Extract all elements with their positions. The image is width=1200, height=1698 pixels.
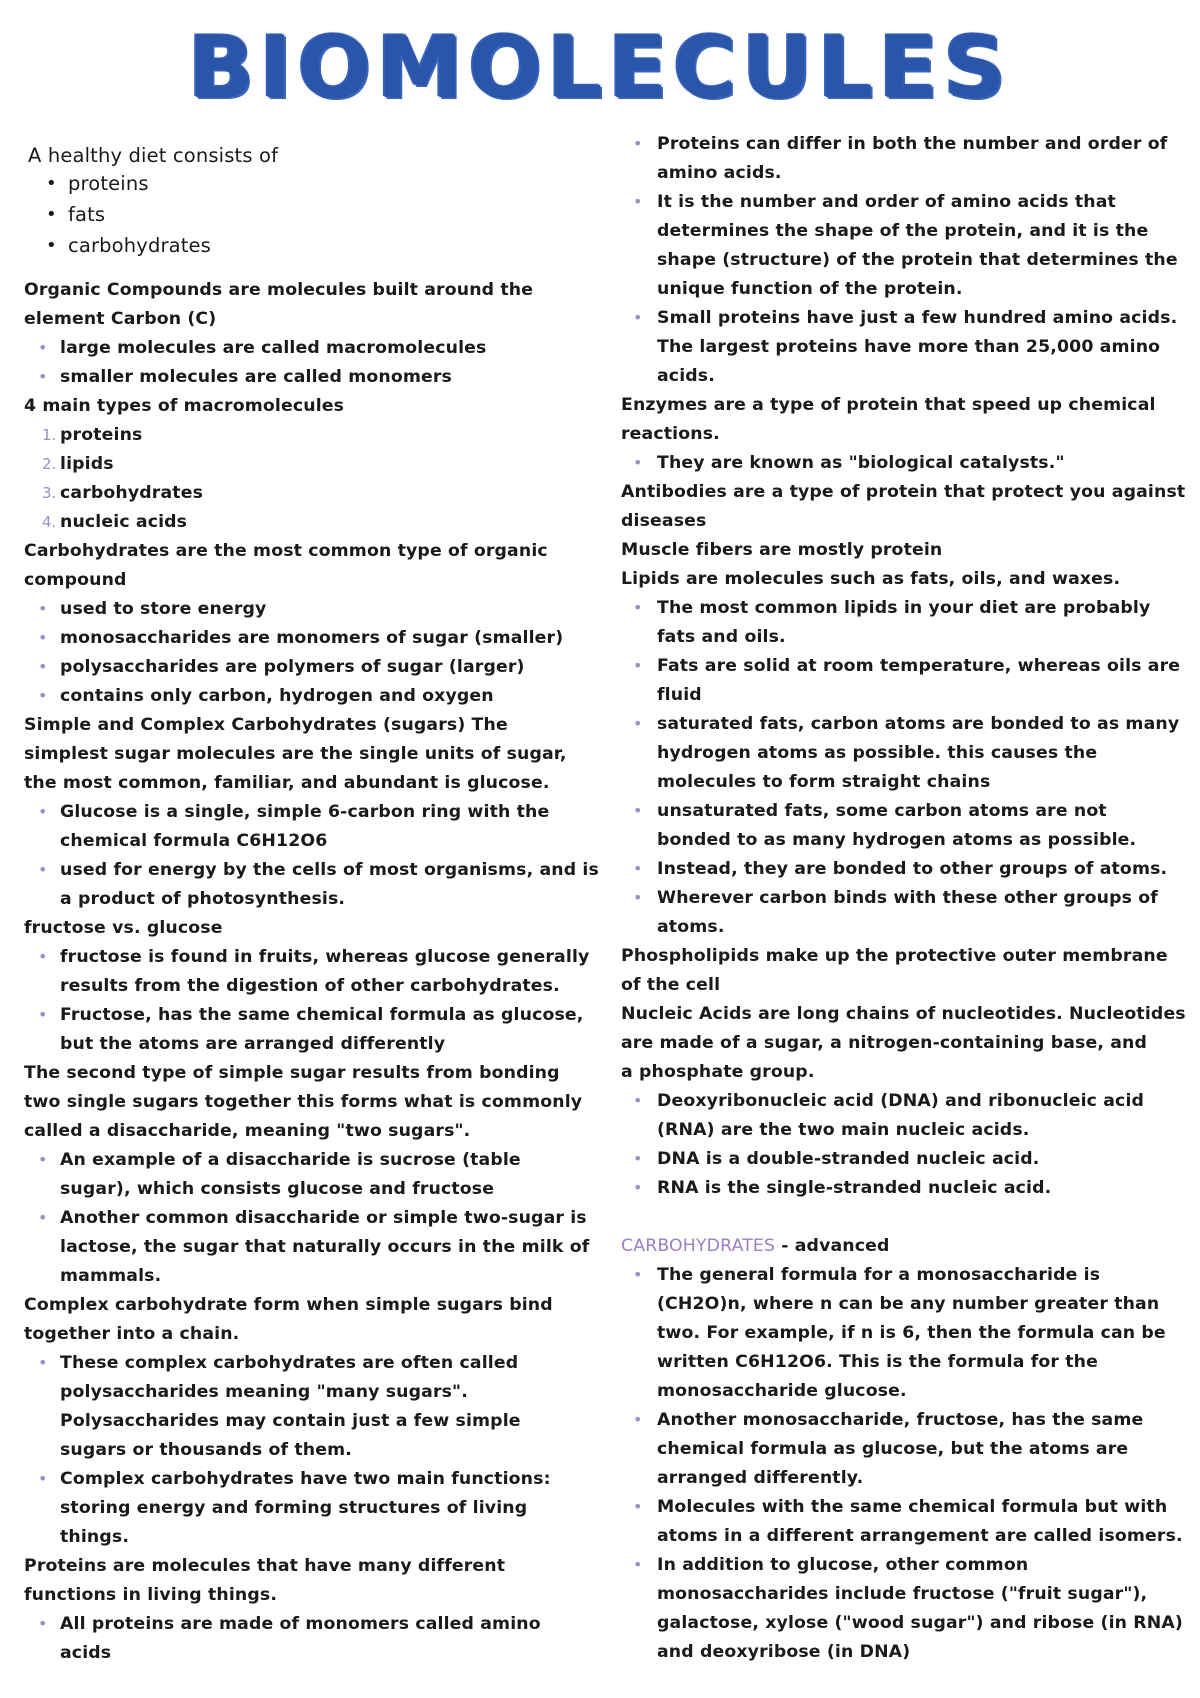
bullet-icon: • (633, 1265, 643, 1284)
paragraph-line: The second type of simple sugar results from bonding (24, 1063, 560, 1083)
diet-item: fats (68, 203, 106, 226)
paragraph-line: two single sugars together this forms what is commonly (24, 1092, 583, 1112)
list-item: unsaturated fats, some carbon atoms are not (657, 801, 1107, 821)
bullet-icon: • (633, 1497, 643, 1516)
list-item: Small proteins have just a few hundred amino acids. (657, 308, 1178, 328)
list-item-cont: a product of photosynthesis. (60, 889, 346, 909)
list-item-cont: shape (structure) of the protein that determines the (657, 250, 1178, 270)
list-item-cont: The largest proteins have more than 25,000 amino (657, 337, 1161, 357)
list-item: In addition to glucose, other common (657, 1555, 1029, 1575)
list-item: fructose is found in fruits, whereas glucose generally (60, 947, 590, 967)
list-item: DNA is a double-stranded nucleic acid. (657, 1149, 1040, 1169)
bullet-icon: • (38, 628, 48, 647)
list-item: lipids (60, 454, 114, 474)
bullet-icon: • (46, 235, 57, 256)
bullet-icon: • (38, 1150, 48, 1169)
list-item-cont: acids. (657, 366, 715, 386)
paragraph-line: reactions. (621, 424, 720, 444)
bullet-icon: • (633, 1555, 643, 1574)
list-item: Another common disaccharide or simple two-sugar is (60, 1208, 587, 1228)
bullet-icon: • (38, 1353, 48, 1372)
bullet-icon: • (633, 1091, 643, 1110)
paragraph-line: a phosphate group. (621, 1062, 815, 1082)
paragraph-line: Simple and Complex Carbohydrates (sugars) The (24, 715, 508, 735)
list-item: monosaccharides are monomers of sugar (smaller) (60, 628, 564, 648)
bullet-icon: • (38, 947, 48, 966)
list-item: Molecules with the same chemical formula but with (657, 1497, 1168, 1517)
list-item: saturated fats, carbon atoms are bonded to as many (657, 714, 1180, 734)
list-item: Deoxyribonucleic acid (DNA) and ribonucleic acid (657, 1091, 1145, 1111)
bullet-icon: • (633, 1149, 643, 1168)
list-item: These complex carbohydrates are often called (60, 1353, 519, 1373)
list-item-cont: atoms. (657, 917, 725, 937)
paragraph-line: of the cell (621, 975, 721, 995)
section-heading-rest: - advanced (775, 1236, 890, 1256)
list-item: used for energy by the cells of most organisms, and is (60, 860, 599, 880)
bullet-icon: • (633, 598, 643, 617)
list-item-cont: molecules to form straight chains (657, 772, 991, 792)
paragraph-line: are made of a sugar, a nitrogen-containing base, and (621, 1033, 1148, 1053)
paragraph-line: Nucleic Acids are long chains of nucleotides. Nucleotides (621, 1004, 1186, 1024)
paragraph-line: 4 main types of macromolecules (24, 396, 345, 416)
paragraph-line: called a disaccharide, meaning "two sugars". (24, 1121, 471, 1141)
section-heading (621, 1235, 890, 1257)
paragraph-line: simplest sugar molecules are the single units of sugar, (24, 744, 567, 764)
list-item-cont: chemical formula as glucose, but the atoms are (657, 1439, 1129, 1459)
bullet-icon: • (38, 802, 48, 821)
paragraph-line: functions in living things. (24, 1585, 278, 1605)
list-item-cont: storing energy and forming structures of living (60, 1498, 528, 1518)
bullet-icon: • (38, 599, 48, 618)
list-item-cont: fats and oils. (657, 627, 786, 647)
diet-item: proteins (68, 172, 149, 195)
list-item-cont: things. (60, 1527, 130, 1547)
list-item: It is the number and order of amino acids that (657, 192, 1116, 212)
list-number: 1. (42, 426, 57, 444)
bullet-icon: • (633, 801, 643, 820)
list-item-cont: (CH2O)n, where n can be any number greater than (657, 1294, 1160, 1314)
list-item-cont: bonded to as many hydrogen atoms as possible. (657, 830, 1137, 850)
bullet-icon: • (633, 859, 643, 878)
list-item-cont: and deoxyribose (in DNA) (657, 1642, 911, 1662)
bullet-icon: • (633, 1410, 643, 1429)
list-item: used to store energy (60, 599, 267, 619)
bullet-icon: • (38, 657, 48, 676)
list-item: Wherever carbon binds with these other groups of (657, 888, 1158, 908)
bullet-icon: • (46, 204, 57, 225)
paragraph-line: Proteins are molecules that have many different (24, 1556, 506, 1576)
list-item-cont: atoms in a different arrangement are called isomers. (657, 1526, 1183, 1546)
list-item-cont: arranged differently. (657, 1468, 864, 1488)
bullet-icon: • (633, 888, 643, 907)
list-number: 4. (42, 513, 57, 531)
paragraph-line: Complex carbohydrate form when simple sugars bind (24, 1295, 553, 1315)
list-item-cont: lactose, the sugar that naturally occurs in the milk of (60, 1237, 590, 1257)
paragraph-line: diseases (621, 511, 707, 531)
list-item-cont: results from the digestion of other carbohydrates. (60, 976, 560, 996)
bullet-icon: • (38, 1614, 48, 1633)
intro-text: A healthy diet consists of (28, 144, 279, 167)
paragraph-line: element Carbon (C) (24, 309, 217, 329)
list-item: proteins (60, 425, 143, 445)
bullet-icon: • (38, 338, 48, 357)
list-item-cont: unique function of the protein. (657, 279, 963, 299)
bullet-icon: • (46, 173, 57, 194)
list-item-cont: acids (60, 1643, 112, 1663)
list-item: Fats are solid at room temperature, whereas oils are (657, 656, 1181, 676)
list-item-cont: Polysaccharides may contain just a few simple (60, 1411, 521, 1431)
bullet-icon: • (633, 134, 643, 153)
list-item-cont: written C6H12O6. This is the formula for the (657, 1352, 1098, 1372)
paragraph-line: fructose vs. glucose (24, 918, 223, 938)
list-item: The most common lipids in your diet are probably (657, 598, 1151, 618)
list-number: 3. (42, 484, 57, 502)
list-item: large molecules are called macromolecules (60, 338, 487, 358)
bullet-icon: • (38, 686, 48, 705)
list-item: They are known as "biological catalysts." (657, 453, 1065, 473)
list-item: The general formula for a monosaccharide is (657, 1265, 1101, 1285)
paragraph-line: compound (24, 570, 127, 590)
list-item-cont: polysaccharides meaning "many sugars". (60, 1382, 468, 1402)
list-item-cont: (RNA) are the two main nucleic acids. (657, 1120, 1030, 1140)
bullet-icon: • (38, 1005, 48, 1024)
list-item: smaller molecules are called monomers (60, 367, 452, 387)
list-item-cont: monosaccharides include fructose ("fruit sugar"), (657, 1584, 1148, 1604)
bullet-icon: • (633, 714, 643, 733)
list-item-cont: determines the shape of the protein, and it is the (657, 221, 1149, 241)
paragraph-line: Phospholipids make up the protective outer membrane (621, 946, 1168, 966)
bullet-icon: • (633, 656, 643, 675)
list-item-cont: but the atoms are arranged differently (60, 1034, 446, 1054)
bullet-icon: • (38, 1208, 48, 1227)
bullet-icon: • (38, 860, 48, 879)
list-item: RNA is the single-stranded nucleic acid. (657, 1178, 1052, 1198)
list-item: Fructose, has the same chemical formula as glucose, (60, 1005, 584, 1025)
bullet-icon: • (633, 453, 643, 472)
list-item: Another monosaccharide, fructose, has the same (657, 1410, 1144, 1430)
list-item-cont: sugar), which consists glucose and fructose (60, 1179, 495, 1199)
list-item-cont: two. For example, if n is 6, then the formula can be (657, 1323, 1166, 1343)
list-item-cont: galactose, xylose ("wood sugar") and ribose (in RNA) (657, 1613, 1183, 1633)
list-item: Proteins can differ in both the number and order of (657, 134, 1168, 154)
bullet-icon: • (633, 1178, 643, 1197)
list-item-cont: mammals. (60, 1266, 162, 1286)
bullet-icon: • (633, 192, 643, 211)
list-item: contains only carbon, hydrogen and oxygen (60, 686, 494, 706)
section-heading-accent: CARBOHYDRATES (621, 1236, 776, 1256)
list-item: Instead, they are bonded to other groups of atoms. (657, 859, 1168, 879)
list-item: carbohydrates (60, 483, 204, 503)
list-item-cont: hydrogen atoms as possible. this causes the (657, 743, 1098, 763)
list-item: Glucose is a single, simple 6-carbon ring with the (60, 802, 550, 822)
list-item: Complex carbohydrates have two main functions: (60, 1469, 551, 1489)
bullet-icon: • (633, 308, 643, 327)
list-item: All proteins are made of monomers called amino (60, 1614, 541, 1634)
diet-item: carbohydrates (68, 234, 211, 257)
list-item-cont: sugars or thousands of them. (60, 1440, 352, 1460)
paragraph-line: Muscle fibers are mostly protein (621, 540, 943, 560)
page-title: BIOMOLECULES (188, 18, 1012, 118)
bullet-icon: • (38, 367, 48, 386)
list-number: 2. (42, 455, 57, 473)
paragraph-line: the most common, familiar, and abundant is glucose. (24, 773, 550, 793)
list-item-cont: fluid (657, 685, 702, 705)
paragraph-line: Enzymes are a type of protein that speed up chemical (621, 395, 1156, 415)
paragraph-line: Carbohydrates are the most common type of organic (24, 541, 548, 561)
paragraph-line: Lipids are molecules such as fats, oils, and waxes. (621, 569, 1121, 589)
paragraph-line: Antibodies are a type of protein that protect you against (621, 482, 1186, 502)
list-item: nucleic acids (60, 512, 188, 532)
list-item-cont: amino acids. (657, 163, 782, 183)
list-item: polysaccharides are polymers of sugar (larger) (60, 657, 525, 677)
paragraph-line: together into a chain. (24, 1324, 240, 1344)
paragraph-line: Organic Compounds are molecules built around the (24, 280, 534, 300)
list-item-cont: chemical formula C6H12O6 (60, 831, 328, 851)
list-item-cont: monosaccharide glucose. (657, 1381, 907, 1401)
bullet-icon: • (38, 1469, 48, 1488)
list-item: An example of a disaccharide is sucrose (table (60, 1150, 521, 1170)
